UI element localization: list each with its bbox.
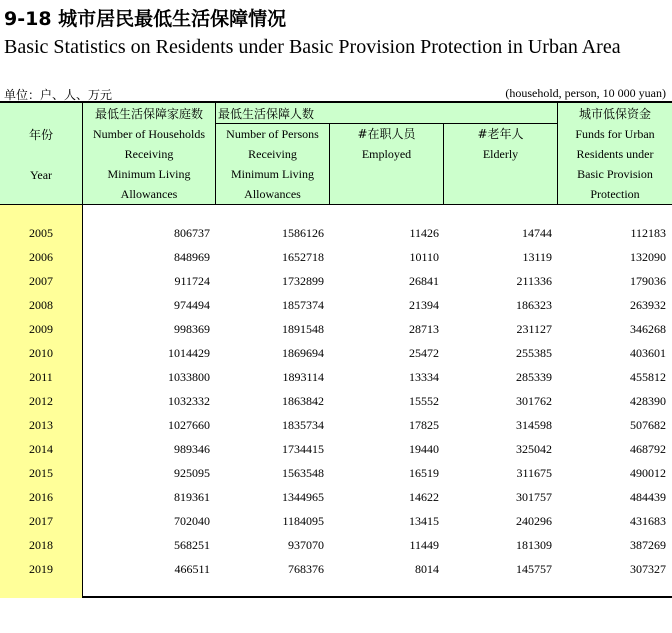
cell-funds: 112183: [630, 226, 666, 240]
header-elderly-en: Elderly: [482, 147, 519, 161]
header-elderly-cn: #老年人: [477, 127, 524, 141]
table-row: [0, 414, 672, 438]
unit-label-en: (household, person, 10 000 yuan): [505, 86, 666, 100]
cell-households: 702040: [174, 514, 210, 528]
table-row: [0, 270, 672, 294]
cell-households: 989346: [174, 442, 210, 456]
cell-year: 2018: [29, 538, 53, 552]
header-funds-en-4: Protection: [590, 187, 640, 201]
cell-persons: 768376: [288, 562, 324, 576]
cell-employed: 10110: [409, 250, 439, 264]
header-funds-cn: 城市低保资金: [578, 107, 651, 121]
table-row: [0, 534, 672, 558]
cell-funds: 428390: [630, 394, 666, 408]
header-households-en-2: Receiving: [124, 147, 174, 161]
cell-funds: 484439: [630, 490, 666, 504]
cell-elderly: 231127: [516, 322, 552, 336]
cell-elderly: 255385: [516, 346, 552, 360]
cell-elderly: 285339: [516, 370, 552, 384]
cell-employed: 15552: [409, 394, 439, 408]
cell-persons: 1344965: [282, 490, 324, 504]
cell-persons: 1734415: [282, 442, 324, 456]
cell-households: 1032332: [168, 394, 210, 408]
cell-elderly: 181309: [516, 538, 552, 552]
header-employed-en: Employed: [361, 147, 412, 161]
cell-employed: 13334: [409, 370, 439, 384]
cell-elderly: 13119: [522, 250, 552, 264]
page-title-en: Basic Statistics on Residents under Basic Provision Protection in Urban Area: [4, 36, 621, 58]
header-persons-en-4: Allowances: [244, 187, 301, 201]
cell-households: 998369: [174, 322, 210, 336]
cell-employed: 13415: [409, 514, 439, 528]
cell-elderly: 301757: [516, 490, 552, 504]
cell-persons: 937070: [288, 538, 324, 552]
unit-label-cn: 单位：户、人、万元: [4, 88, 113, 102]
header-persons-cn: 最低生活保障人数: [218, 107, 315, 121]
cell-persons: 1893114: [282, 370, 324, 384]
header-year-en: Year: [29, 168, 53, 182]
header-persons-en-1: Number of Persons: [226, 127, 319, 141]
cell-year: 2009: [29, 322, 53, 336]
cell-households: 911724: [174, 274, 210, 288]
cell-funds: 346268: [630, 322, 666, 336]
cell-funds: 431683: [630, 514, 666, 528]
cell-year: 2014: [29, 442, 53, 456]
cell-employed: 19440: [409, 442, 439, 456]
table-row: [0, 246, 672, 270]
cell-year: 2010: [29, 346, 53, 360]
cell-employed: 28713: [409, 322, 439, 336]
cell-funds: 507682: [630, 418, 666, 432]
cell-elderly: 311675: [516, 466, 552, 480]
table-row: [0, 342, 672, 366]
cell-employed: 21394: [409, 298, 439, 312]
cell-elderly: 240296: [516, 514, 552, 528]
cell-year: 2017: [29, 514, 53, 528]
table-row: [0, 366, 672, 390]
cell-year: 2012: [29, 394, 53, 408]
cell-households: 974494: [174, 298, 210, 312]
cell-households: 819361: [174, 490, 210, 504]
cell-employed: 16519: [409, 466, 439, 480]
cell-elderly: 145757: [516, 562, 552, 576]
header-funds-en-1: Funds for Urban: [575, 127, 655, 141]
header-households-en-4: Allowances: [120, 187, 178, 201]
cell-year: 2006: [29, 250, 53, 264]
header-persons-en-3: Minimum Living: [230, 167, 314, 181]
cell-funds: 455812: [630, 370, 666, 384]
cell-persons: 1732899: [282, 274, 324, 288]
cell-year: 2015: [29, 466, 53, 480]
cell-households: 806737: [174, 226, 210, 240]
header-funds-en-3: Basic Provision: [577, 167, 653, 181]
cell-funds: 132090: [630, 250, 666, 264]
cell-year: 2008: [29, 298, 53, 312]
cell-persons: 1857374: [282, 298, 324, 312]
cell-year: 2019: [29, 562, 53, 576]
cell-employed: 14622: [409, 490, 439, 504]
cell-households: 1033800: [168, 370, 210, 384]
cell-persons: 1652718: [282, 250, 324, 264]
cell-funds: 263932: [630, 298, 666, 312]
table-row: [0, 462, 672, 486]
cell-year: 2005: [29, 226, 53, 240]
table-row: [0, 558, 672, 582]
table-row: [0, 486, 672, 510]
header-households-cn: 最低生活保障家庭数: [94, 107, 203, 121]
cell-employed: 8014: [415, 562, 439, 576]
cell-households: 1014429: [168, 346, 210, 360]
header-year-cn: 年份: [28, 128, 53, 142]
cell-year: 2007: [29, 274, 53, 288]
cell-persons: 1863842: [282, 394, 324, 408]
header-households-en-1: Number of Households: [93, 127, 205, 141]
cell-persons: 1869694: [282, 346, 324, 360]
cell-elderly: 211336: [516, 274, 552, 288]
cell-employed: 11449: [409, 538, 439, 552]
cell-persons: 1184095: [282, 514, 324, 528]
cell-elderly: 301762: [516, 394, 552, 408]
cell-persons: 1835734: [282, 418, 324, 432]
cell-households: 568251: [174, 538, 210, 552]
cell-households: 925095: [174, 466, 210, 480]
header-persons-en-2: Receiving: [248, 147, 297, 161]
cell-elderly: 186323: [516, 298, 552, 312]
cell-funds: 468792: [630, 442, 666, 456]
cell-funds: 490012: [630, 466, 666, 480]
cell-employed: 17825: [409, 418, 439, 432]
cell-funds: 387269: [630, 538, 666, 552]
table-row: [0, 222, 672, 246]
table-row: [0, 294, 672, 318]
cell-year: 2011: [29, 370, 53, 384]
cell-households: 466511: [174, 562, 210, 576]
cell-households: 1027660: [168, 418, 210, 432]
table-row: [0, 438, 672, 462]
table-row: [0, 510, 672, 534]
header-households-en-3: Minimum Living: [107, 167, 191, 181]
header-funds-en-2: Residents under: [576, 147, 654, 161]
cell-employed: 26841: [409, 274, 439, 288]
cell-elderly: 314598: [516, 418, 552, 432]
header-employed-cn: #在职人员: [357, 127, 416, 141]
cell-employed: 11426: [409, 226, 439, 240]
page-title-cn: 9-18 城市居民最低生活保障情况: [4, 8, 287, 30]
cell-funds: 179036: [630, 274, 666, 288]
cell-persons: 1586126: [282, 226, 324, 240]
cell-elderly: 325042: [516, 442, 552, 456]
cell-persons: 1563548: [282, 466, 324, 480]
cell-funds: 403601: [630, 346, 666, 360]
cell-persons: 1891548: [282, 322, 324, 336]
cell-year: 2013: [29, 418, 53, 432]
table-row: [0, 318, 672, 342]
table-row: [0, 390, 672, 414]
cell-households: 848969: [174, 250, 210, 264]
cell-funds: 307327: [630, 562, 666, 576]
cell-employed: 25472: [409, 346, 439, 360]
cell-year: 2016: [29, 490, 53, 504]
cell-elderly: 14744: [522, 226, 552, 240]
statistics-table: [0, 101, 672, 598]
